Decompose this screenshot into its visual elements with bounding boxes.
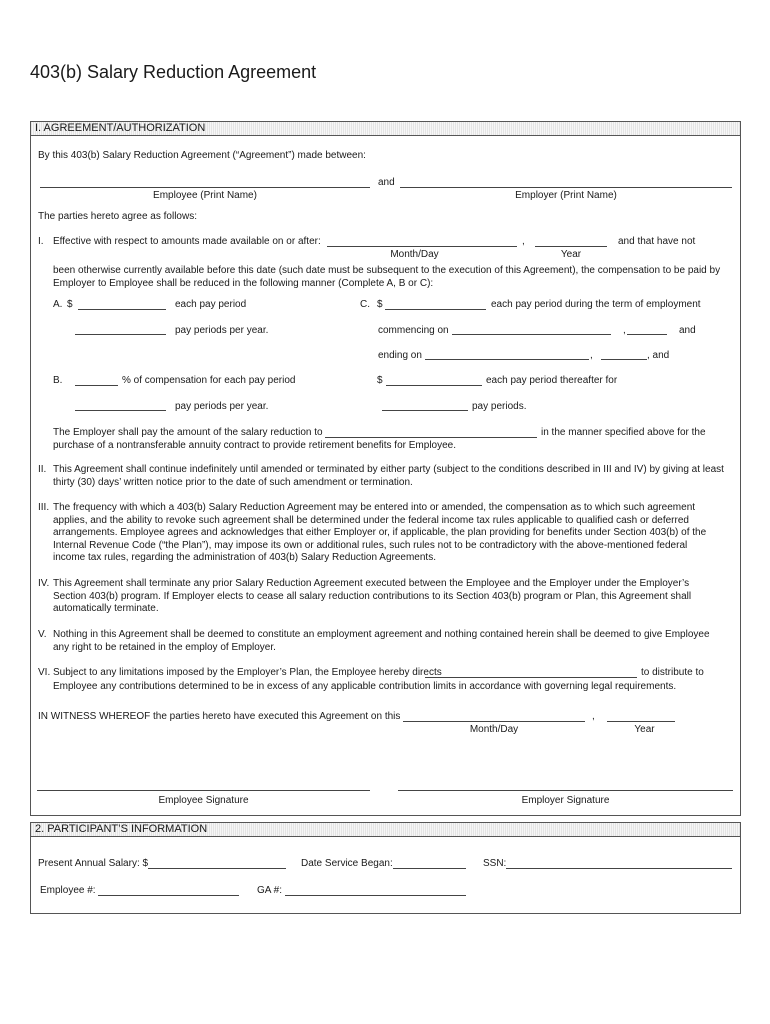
item3-number: III.: [38, 502, 50, 513]
employer-signature-label: Employer Signature: [521, 795, 610, 806]
option-c-label: C.: [360, 299, 370, 310]
commencing-comma: ,: [623, 325, 626, 336]
commencing-and-text: and: [679, 325, 696, 336]
page-title: 403(b) Salary Reduction Agreement: [30, 62, 317, 82]
item2-number: II.: [38, 464, 47, 475]
effective-month-day-field[interactable]: [327, 246, 517, 247]
commencing-year-field[interactable]: [627, 334, 667, 335]
pay-periods-text: pay periods.: [472, 401, 527, 412]
option-a-periods-text: pay periods per year.: [175, 325, 269, 336]
option-c-dollar: $: [377, 299, 383, 310]
section-header-participant: [31, 823, 740, 837]
item3-text: The frequency with which a 403(b) Salary Reduction Agreement may be entered into or amended, the compensation as to which such agreement applies, and the ability to revoke such agreement shall be determined under the federal income tax rules applicable to qualified cash or deferred arrangements. Employee agrees and acknowledges that either Employer or, if applicable, the plan providing for benefits under Section 403(b) of the Internal Revenue Code (“the Plan”), may impose its own or additional rules, such rules not to be contradictory with the above-mentioned federal income tax rules, regarding the administration of 403(b) Salary Reduction Agreements.: [53, 502, 707, 563]
ending-on-text: ending on: [378, 350, 422, 361]
employee-number-label: Employee #:: [40, 885, 96, 896]
witness-month-day-field[interactable]: [403, 721, 585, 722]
ga-number-label: GA #:: [257, 885, 283, 896]
and-that-have-not-text: and that have not: [618, 236, 696, 247]
ending-and-text: , and: [647, 350, 670, 361]
section-header-label: 2. PARTICIPANT’S INFORMATION: [35, 823, 208, 835]
thereafter-amount-field[interactable]: [386, 385, 482, 386]
ending-date-field[interactable]: [425, 359, 589, 360]
item4-text: This Agreement shall terminate any prior Salary Reduction Agreement executed between the Employee and the Employer under the Employer’s Section 403(b) program. If Employer elects to cease all salary reduction contributions to its Section 403(b) program or Plan, this Agreement shall automatically terminate.: [53, 578, 692, 614]
distribution-party-field[interactable]: [425, 677, 637, 678]
option-a-label: A.: [53, 299, 63, 310]
employer-signature-field[interactable]: [398, 790, 733, 791]
item6-line2: Employee any contributions determined to be in excess of any applicable contribution limits in accordance with governing legal requirements.: [53, 681, 677, 692]
option-a-amount-field[interactable]: [78, 309, 166, 310]
item6-number: VI.: [38, 667, 51, 678]
employee-signature-field[interactable]: [37, 790, 370, 791]
section-header-label: I. AGREEMENT/AUTHORIZATION: [35, 122, 206, 134]
item6-end-text: to distribute to: [641, 667, 704, 678]
year-label: Year: [560, 249, 582, 260]
option-b-percent-text: % of compensation for each pay period: [122, 375, 296, 386]
employee-signature-label: Employee Signature: [158, 795, 249, 806]
ending-comma: ,: [590, 350, 593, 361]
ssn-label: SSN:: [483, 858, 507, 869]
ga-number-field[interactable]: [285, 895, 466, 896]
employee-name-field[interactable]: [40, 187, 370, 188]
present-salary-field[interactable]: [148, 868, 286, 869]
witness-comma: ,: [592, 711, 595, 722]
present-salary-label: Present Annual Salary: $: [38, 858, 149, 869]
ending-year-field[interactable]: [601, 359, 647, 360]
commencing-date-field[interactable]: [452, 334, 611, 335]
effective-year-field[interactable]: [535, 246, 607, 247]
date-service-field[interactable]: [393, 868, 466, 869]
item1-number: I.: [38, 236, 44, 247]
employee-print-name-label: Employee (Print Name): [153, 190, 257, 201]
option-b-periods-text: pay periods per year.: [175, 401, 269, 412]
option-b-percent-field[interactable]: [75, 385, 118, 386]
option-b-periods-field[interactable]: [75, 410, 166, 411]
item1-body-text: been otherwise currently available before this date (such date must be subsequent to the execution of this Agreement), the compensation to be paid by Employer to Employee shall be reduced in the following manner (Complete A, B or C):: [53, 265, 721, 289]
annuity-provider-field[interactable]: [325, 437, 537, 438]
witness-year-label: Year: [634, 724, 655, 735]
date-service-label: Date Service Began:: [301, 858, 393, 869]
item4-number: IV.: [38, 578, 50, 589]
commencing-on-text: commencing on: [378, 325, 449, 336]
option-a-periods-field[interactable]: [75, 334, 166, 335]
option-a-dollar: $: [67, 299, 73, 310]
option-c-amount-field[interactable]: [385, 309, 486, 310]
month-day-label: Month/Day: [390, 249, 439, 260]
item6-text: Subject to any limitations imposed by the Employer’s Plan, the Employee hereby directs: [53, 667, 442, 678]
employee-number-field[interactable]: [98, 895, 239, 896]
item1-effective-text: Effective with respect to amounts made available on or after:: [53, 236, 321, 247]
employer-name-field[interactable]: [400, 187, 732, 188]
employer-pay-text: The Employer shall pay the amount of the salary reduction to: [53, 427, 323, 438]
ssn-field[interactable]: [506, 868, 732, 869]
item5-text: Nothing in this Agreement shall be deemed to constitute an employment agreement and nothing contained herein shall be deemed to give Employee any right to be retained in the employ of Employer.: [53, 629, 710, 653]
option-a-each-pay-period: each pay period: [175, 299, 247, 310]
thereafter-dollar: $: [377, 375, 383, 386]
comma-text: ,: [522, 236, 525, 247]
employer-pay-line2: purchase of a nontransferable annuity contract to provide retirement benefits for Employee.: [53, 440, 457, 451]
thereafter-text: each pay period thereafter for: [486, 375, 618, 386]
and-text: and: [378, 177, 395, 188]
employer-print-name-label: Employer (Print Name): [515, 190, 617, 201]
option-b-label: B.: [53, 375, 63, 386]
section-header-agreement: [31, 122, 740, 136]
witness-year-field[interactable]: [607, 721, 675, 722]
parties-agree-text: The parties hereto agree as follows:: [38, 211, 197, 222]
option-c-each-pay-period: each pay period during the term of employment: [491, 299, 701, 310]
witness-month-day-label: Month/Day: [469, 724, 519, 735]
item5-number: V.: [38, 629, 47, 640]
employer-pay-end-text: in the manner specified above for the: [541, 427, 706, 438]
thereafter-periods-field[interactable]: [382, 410, 468, 411]
item2-text: This Agreement shall continue indefinitely until amended or terminated by either party (subject to the conditions described in III and IV) by giving at least thirty (30) days’ written notice prior to the date of such amendment or termination.: [53, 464, 724, 488]
intro-text: By this 403(b) Salary Reduction Agreement (“Agreement”) made between:: [38, 150, 366, 161]
witness-text: IN WITNESS WHEREOF the parties hereto have executed this Agreement on this: [38, 711, 401, 722]
